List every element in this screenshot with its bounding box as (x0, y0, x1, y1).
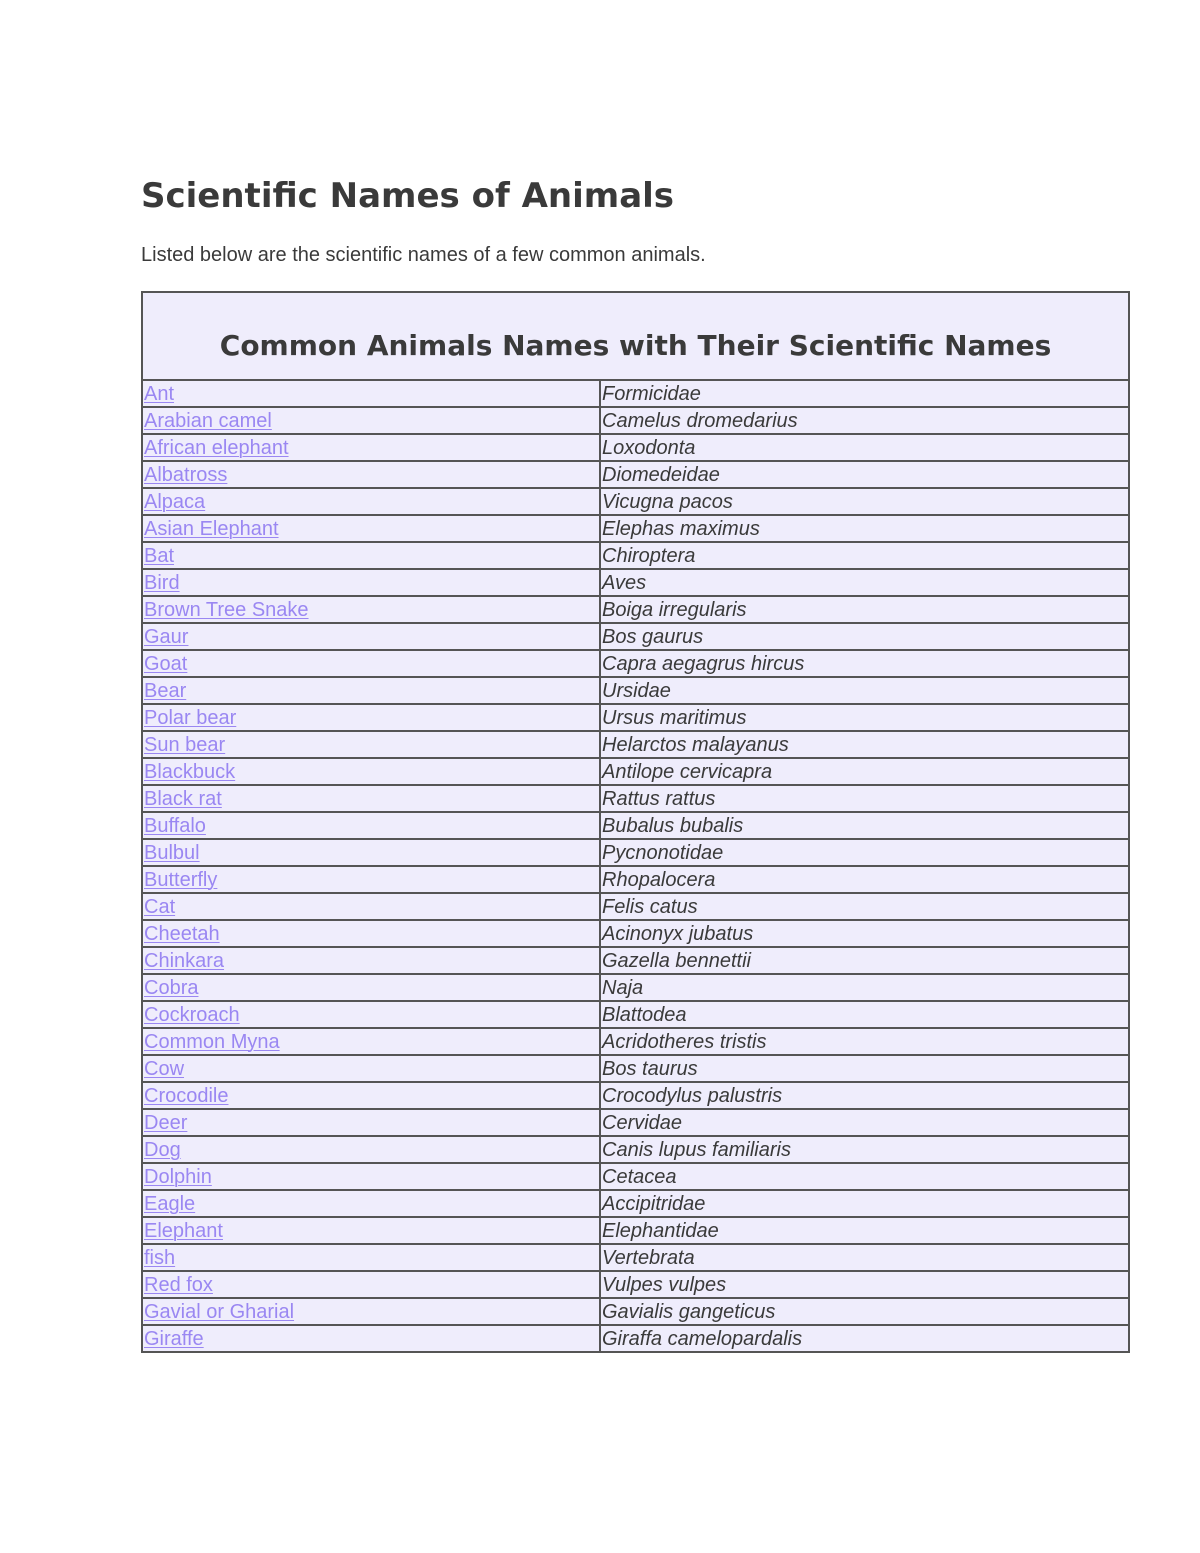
scientific-name-cell: Formicidae (600, 380, 1129, 407)
scientific-name-cell: Giraffa camelopardalis (600, 1325, 1129, 1352)
page-title: Scientific Names of Animals (141, 176, 675, 216)
common-name-cell (142, 1163, 600, 1190)
table-row (142, 974, 1129, 1001)
table-row (142, 947, 1129, 974)
table-header-row (142, 292, 1129, 380)
table-row (142, 1217, 1129, 1244)
common-name-cell (142, 461, 600, 488)
table-row (142, 1298, 1129, 1325)
common-name-link[interactable]: Elephant (144, 1219, 223, 1242)
common-name-link[interactable]: Deer (144, 1111, 188, 1134)
common-name-link[interactable]: Bear (144, 679, 187, 702)
common-name-cell (142, 677, 600, 704)
scientific-name-cell: Boiga irregularis (600, 596, 1129, 623)
common-name-link[interactable]: Asian Elephant (144, 517, 279, 540)
scientific-name-cell: Gavialis gangeticus (600, 1298, 1129, 1325)
common-name-link[interactable]: Eagle (144, 1192, 196, 1215)
common-name-link[interactable]: fish (144, 1246, 176, 1269)
scientific-name-cell: Elephantidae (600, 1217, 1129, 1244)
animal-names-table (141, 291, 1130, 1353)
common-name-cell (142, 407, 600, 434)
common-name-link[interactable]: Brown Tree Snake (144, 598, 309, 621)
scientific-name-cell: Vulpes vulpes (600, 1271, 1129, 1298)
common-name-cell (142, 1325, 600, 1352)
common-name-link[interactable]: Red fox (144, 1273, 213, 1296)
table-row (142, 542, 1129, 569)
scientific-name-cell: Canis lupus familiaris (600, 1136, 1129, 1163)
common-name-cell (142, 920, 600, 947)
common-name-cell (142, 623, 600, 650)
common-name-link[interactable]: Bird (144, 571, 180, 594)
common-name-cell (142, 1217, 600, 1244)
table-row (142, 407, 1129, 434)
common-name-cell (142, 488, 600, 515)
table-row (142, 758, 1129, 785)
common-name-link[interactable]: Ant (144, 382, 175, 405)
table-row (142, 650, 1129, 677)
table-row (142, 1244, 1129, 1271)
table-row (142, 1325, 1129, 1352)
table-row (142, 1001, 1129, 1028)
table-row (142, 731, 1129, 758)
common-name-link[interactable]: Cockroach (144, 1003, 240, 1026)
common-name-cell (142, 1271, 600, 1298)
scientific-name-cell: Aves (600, 569, 1129, 596)
scientific-name-cell: Acinonyx jubatus (600, 920, 1129, 947)
common-name-link[interactable]: Giraffe (144, 1327, 204, 1350)
common-name-cell (142, 1298, 600, 1325)
table-row (142, 704, 1129, 731)
table-row (142, 1163, 1129, 1190)
common-name-cell (142, 1136, 600, 1163)
common-name-cell (142, 893, 600, 920)
intro-paragraph: Listed below are the scientific names of a few common animals. (141, 244, 706, 266)
scientific-name-cell: Rattus rattus (600, 785, 1129, 812)
table-row (142, 569, 1129, 596)
scientific-name-cell: Vertebrata (600, 1244, 1129, 1271)
common-name-link[interactable]: Dolphin (144, 1165, 212, 1188)
common-name-link[interactable]: Chinkara (144, 949, 225, 972)
table-row (142, 1271, 1129, 1298)
table-row (142, 1109, 1129, 1136)
common-name-cell (142, 758, 600, 785)
common-name-link[interactable]: Buffalo (144, 814, 206, 837)
table-row (142, 380, 1129, 407)
common-name-cell (142, 812, 600, 839)
table-row (142, 1082, 1129, 1109)
table-caption-text: Common Animals Names with Their Scientific Names (219, 329, 1052, 362)
table-row (142, 839, 1129, 866)
scientific-name-cell: Crocodylus palustris (600, 1082, 1129, 1109)
common-name-link[interactable]: Blackbuck (144, 760, 236, 783)
scientific-name-cell: Felis catus (600, 893, 1129, 920)
common-name-link[interactable]: Cheetah (144, 922, 220, 945)
table-row (142, 488, 1129, 515)
scientific-name-cell: Bos gaurus (600, 623, 1129, 650)
common-name-cell (142, 1244, 600, 1271)
table-row (142, 785, 1129, 812)
scientific-name-cell: Bubalus bubalis (600, 812, 1129, 839)
common-name-link[interactable]: Bat (144, 544, 175, 567)
common-name-cell (142, 731, 600, 758)
common-name-link[interactable]: Cat (144, 895, 176, 918)
scientific-name-cell: Cetacea (600, 1163, 1129, 1190)
common-name-cell (142, 596, 600, 623)
common-name-cell (142, 650, 600, 677)
common-name-cell (142, 1082, 600, 1109)
common-name-cell (142, 1001, 600, 1028)
table-row (142, 677, 1129, 704)
common-name-link[interactable]: Albatross (144, 463, 228, 486)
common-name-link[interactable]: Gaur (144, 625, 189, 648)
scientific-name-cell: Elephas maximus (600, 515, 1129, 542)
scientific-name-cell: Pycnonotidae (600, 839, 1129, 866)
scientific-name-cell: Bos taurus (600, 1055, 1129, 1082)
common-name-cell (142, 1028, 600, 1055)
scientific-name-cell: Blattodea (600, 1001, 1129, 1028)
table-row (142, 1028, 1129, 1055)
common-name-cell (142, 515, 600, 542)
common-name-link[interactable]: Common Myna (144, 1030, 280, 1053)
common-name-cell (142, 704, 600, 731)
common-name-cell (142, 434, 600, 461)
common-name-link[interactable]: Goat (144, 652, 188, 675)
table-row (142, 812, 1129, 839)
common-name-link[interactable]: African elephant (144, 436, 289, 459)
common-name-cell (142, 1109, 600, 1136)
scientific-name-cell: Diomedeidae (600, 461, 1129, 488)
common-name-link[interactable]: Black rat (144, 787, 222, 810)
scientific-name-cell: Vicugna pacos (600, 488, 1129, 515)
table-row (142, 893, 1129, 920)
scientific-name-cell: Antilope cervicapra (600, 758, 1129, 785)
common-name-link[interactable]: Sun bear (144, 733, 226, 756)
common-name-cell (142, 947, 600, 974)
common-name-link[interactable]: Cobra (144, 976, 199, 999)
scientific-name-cell: Ursus maritimus (600, 704, 1129, 731)
table-row (142, 920, 1129, 947)
table-caption (142, 292, 1129, 380)
common-name-link[interactable]: Alpaca (144, 490, 206, 513)
common-name-cell (142, 380, 600, 407)
common-name-link[interactable]: Bulbul (144, 841, 200, 864)
table-row (142, 596, 1129, 623)
table-row (142, 1136, 1129, 1163)
scientific-name-cell: Cervidae (600, 1109, 1129, 1136)
table-body (142, 380, 1129, 1352)
common-name-link[interactable]: Arabian camel (144, 409, 272, 432)
scientific-name-cell: Naja (600, 974, 1129, 1001)
table-row (142, 461, 1129, 488)
common-name-cell (142, 569, 600, 596)
table-row (142, 1190, 1129, 1217)
common-name-cell (142, 542, 600, 569)
common-name-cell (142, 1190, 600, 1217)
scientific-name-cell: Rhopalocera (600, 866, 1129, 893)
table-row (142, 866, 1129, 893)
table-row (142, 434, 1129, 461)
common-name-link[interactable]: Polar bear (144, 706, 237, 729)
common-name-link[interactable]: Crocodile (144, 1084, 229, 1107)
scientific-name-cell: Acridotheres tristis (600, 1028, 1129, 1055)
scientific-name-cell: Camelus dromedarius (600, 407, 1129, 434)
common-name-link[interactable]: Dog (144, 1138, 181, 1161)
common-name-link[interactable]: Butterfly (144, 868, 218, 891)
table-row (142, 623, 1129, 650)
table-row (142, 515, 1129, 542)
scientific-name-cell: Capra aegagrus hircus (600, 650, 1129, 677)
scientific-name-cell: Accipitridae (600, 1190, 1129, 1217)
common-name-cell (142, 785, 600, 812)
scientific-name-cell: Loxodonta (600, 434, 1129, 461)
common-name-cell (142, 839, 600, 866)
table-row (142, 1055, 1129, 1082)
scientific-name-cell: Helarctos malayanus (600, 731, 1129, 758)
scientific-name-cell: Gazella bennettii (600, 947, 1129, 974)
common-name-link[interactable]: Gavial or Gharial (144, 1300, 295, 1323)
scientific-name-cell: Ursidae (600, 677, 1129, 704)
scientific-name-cell: Chiroptera (600, 542, 1129, 569)
common-name-cell (142, 1055, 600, 1082)
common-name-cell (142, 974, 600, 1001)
common-name-cell (142, 866, 600, 893)
common-name-link[interactable]: Cow (144, 1057, 185, 1080)
